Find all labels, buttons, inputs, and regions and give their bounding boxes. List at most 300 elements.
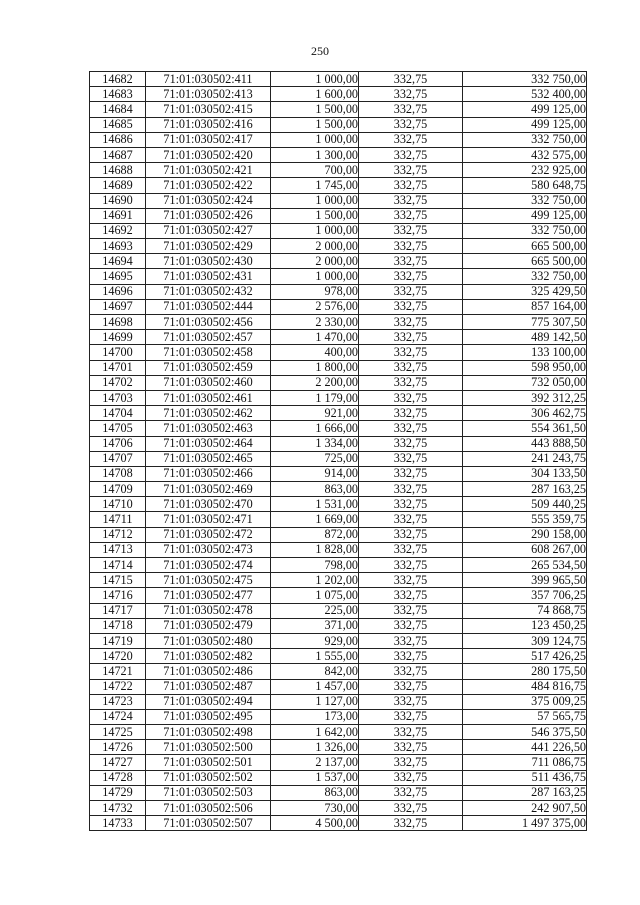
cadastral-number-cell: 71:01:030502:427 bbox=[146, 223, 271, 238]
table-row bbox=[90, 497, 587, 512]
value-cell: 608 267,00 bbox=[463, 542, 587, 557]
rate-cell: 332,75 bbox=[359, 649, 463, 664]
row-number-cell: 14700 bbox=[90, 345, 146, 360]
rate-cell: 332,75 bbox=[359, 588, 463, 603]
value-cell: 598 950,00 bbox=[463, 360, 587, 375]
value-cell: 499 125,00 bbox=[463, 102, 587, 117]
table-row bbox=[90, 542, 587, 557]
cadastral-number-cell: 71:01:030502:426 bbox=[146, 208, 271, 223]
table-row bbox=[90, 163, 587, 178]
area-cell: 1 000,00 bbox=[271, 72, 359, 87]
cadastral-number-cell: 71:01:030502:474 bbox=[146, 558, 271, 573]
table-row bbox=[90, 132, 587, 147]
value-cell: 775 307,50 bbox=[463, 315, 587, 330]
value-cell: 332 750,00 bbox=[463, 223, 587, 238]
cadastral-number-cell: 71:01:030502:411 bbox=[146, 72, 271, 87]
cadastral-number-cell: 71:01:030502:473 bbox=[146, 542, 271, 557]
table-row bbox=[90, 406, 587, 421]
rate-cell: 332,75 bbox=[359, 254, 463, 269]
table-row bbox=[90, 618, 587, 633]
value-cell: 332 750,00 bbox=[463, 72, 587, 87]
cadastral-number-cell: 71:01:030502:479 bbox=[146, 618, 271, 633]
rate-cell: 332,75 bbox=[359, 801, 463, 816]
value-cell: 133 100,00 bbox=[463, 345, 587, 360]
row-number-cell: 14721 bbox=[90, 664, 146, 679]
area-cell: 1 075,00 bbox=[271, 588, 359, 603]
rate-cell: 332,75 bbox=[359, 163, 463, 178]
table-row bbox=[90, 223, 587, 238]
row-number-cell: 14719 bbox=[90, 633, 146, 648]
table-row bbox=[90, 649, 587, 664]
cadastral-number-cell: 71:01:030502:480 bbox=[146, 633, 271, 648]
rate-cell: 332,75 bbox=[359, 755, 463, 770]
value-cell: 309 124,75 bbox=[463, 633, 587, 648]
area-cell: 2 000,00 bbox=[271, 239, 359, 254]
row-number-cell: 14682 bbox=[90, 72, 146, 87]
row-number-cell: 14691 bbox=[90, 208, 146, 223]
table-row bbox=[90, 147, 587, 162]
area-cell: 978,00 bbox=[271, 284, 359, 299]
value-cell: 511 436,75 bbox=[463, 770, 587, 785]
rate-cell: 332,75 bbox=[359, 740, 463, 755]
area-cell: 1 457,00 bbox=[271, 679, 359, 694]
cadastral-number-cell: 71:01:030502:477 bbox=[146, 588, 271, 603]
value-cell: 555 359,75 bbox=[463, 512, 587, 527]
value-cell: 232 925,00 bbox=[463, 163, 587, 178]
value-cell: 441 226,50 bbox=[463, 740, 587, 755]
row-number-cell: 14683 bbox=[90, 87, 146, 102]
rate-cell: 332,75 bbox=[359, 694, 463, 709]
cadastral-number-cell: 71:01:030502:507 bbox=[146, 816, 271, 831]
rate-cell: 332,75 bbox=[359, 345, 463, 360]
row-number-cell: 14707 bbox=[90, 451, 146, 466]
area-cell: 1 642,00 bbox=[271, 725, 359, 740]
value-cell: 306 462,75 bbox=[463, 406, 587, 421]
rate-cell: 332,75 bbox=[359, 360, 463, 375]
table-body bbox=[90, 72, 587, 831]
area-cell: 371,00 bbox=[271, 618, 359, 633]
value-cell: 532 400,00 bbox=[463, 87, 587, 102]
area-cell: 1 500,00 bbox=[271, 117, 359, 132]
cadastral-number-cell: 71:01:030502:503 bbox=[146, 785, 271, 800]
value-cell: 432 575,00 bbox=[463, 147, 587, 162]
cadastral-number-cell: 71:01:030502:478 bbox=[146, 603, 271, 618]
area-cell: 1 500,00 bbox=[271, 208, 359, 223]
value-cell: 711 086,75 bbox=[463, 755, 587, 770]
table-row bbox=[90, 375, 587, 390]
value-cell: 242 907,50 bbox=[463, 801, 587, 816]
cadastral-number-cell: 71:01:030502:456 bbox=[146, 315, 271, 330]
cadastral-number-cell: 71:01:030502:413 bbox=[146, 87, 271, 102]
value-cell: 357 706,25 bbox=[463, 588, 587, 603]
table-row bbox=[90, 315, 587, 330]
rate-cell: 332,75 bbox=[359, 633, 463, 648]
value-cell: 332 750,00 bbox=[463, 269, 587, 284]
row-number-cell: 14728 bbox=[90, 770, 146, 785]
value-cell: 57 565,75 bbox=[463, 709, 587, 724]
area-cell: 914,00 bbox=[271, 466, 359, 481]
area-cell: 2 576,00 bbox=[271, 299, 359, 314]
rate-cell: 332,75 bbox=[359, 482, 463, 497]
table-row bbox=[90, 254, 587, 269]
table-row bbox=[90, 740, 587, 755]
rate-cell: 332,75 bbox=[359, 618, 463, 633]
cadastral-number-cell: 71:01:030502:432 bbox=[146, 284, 271, 299]
row-number-cell: 14694 bbox=[90, 254, 146, 269]
value-cell: 290 158,00 bbox=[463, 527, 587, 542]
table-row bbox=[90, 482, 587, 497]
cadastral-number-cell: 71:01:030502:465 bbox=[146, 451, 271, 466]
value-cell: 580 648,75 bbox=[463, 178, 587, 193]
row-number-cell: 14702 bbox=[90, 375, 146, 390]
cadastral-number-cell: 71:01:030502:466 bbox=[146, 466, 271, 481]
rate-cell: 332,75 bbox=[359, 785, 463, 800]
table-row bbox=[90, 527, 587, 542]
row-number-cell: 14698 bbox=[90, 315, 146, 330]
rate-cell: 332,75 bbox=[359, 664, 463, 679]
area-cell: 2 000,00 bbox=[271, 254, 359, 269]
rate-cell: 332,75 bbox=[359, 147, 463, 162]
page-number: 250 bbox=[311, 44, 329, 58]
value-cell: 280 175,50 bbox=[463, 664, 587, 679]
row-number-cell: 14733 bbox=[90, 816, 146, 831]
row-number-cell: 14712 bbox=[90, 527, 146, 542]
row-number-cell: 14716 bbox=[90, 588, 146, 603]
area-cell: 1 537,00 bbox=[271, 770, 359, 785]
row-number-cell: 14685 bbox=[90, 117, 146, 132]
rate-cell: 332,75 bbox=[359, 315, 463, 330]
cadastral-number-cell: 71:01:030502:444 bbox=[146, 299, 271, 314]
value-cell: 443 888,50 bbox=[463, 436, 587, 451]
cadastral-number-cell: 71:01:030502:487 bbox=[146, 679, 271, 694]
rate-cell: 332,75 bbox=[359, 284, 463, 299]
rate-cell: 332,75 bbox=[359, 770, 463, 785]
cadastral-number-cell: 71:01:030502:494 bbox=[146, 694, 271, 709]
cadastral-number-cell: 71:01:030502:459 bbox=[146, 360, 271, 375]
table-row bbox=[90, 299, 587, 314]
value-cell: 1 497 375,00 bbox=[463, 816, 587, 831]
area-cell: 1 669,00 bbox=[271, 512, 359, 527]
table-row bbox=[90, 102, 587, 117]
row-number-cell: 14687 bbox=[90, 147, 146, 162]
area-cell: 700,00 bbox=[271, 163, 359, 178]
table-row bbox=[90, 360, 587, 375]
rate-cell: 332,75 bbox=[359, 208, 463, 223]
value-cell: 499 125,00 bbox=[463, 117, 587, 132]
rate-cell: 332,75 bbox=[359, 269, 463, 284]
table-row bbox=[90, 87, 587, 102]
row-number-cell: 14688 bbox=[90, 163, 146, 178]
cadastral-number-cell: 71:01:030502:463 bbox=[146, 421, 271, 436]
row-number-cell: 14713 bbox=[90, 542, 146, 557]
row-number-cell: 14686 bbox=[90, 132, 146, 147]
table-row bbox=[90, 603, 587, 618]
row-number-cell: 14720 bbox=[90, 649, 146, 664]
cadastral-number-cell: 71:01:030502:501 bbox=[146, 755, 271, 770]
rate-cell: 332,75 bbox=[359, 239, 463, 254]
row-number-cell: 14706 bbox=[90, 436, 146, 451]
cadastral-number-cell: 71:01:030502:460 bbox=[146, 375, 271, 390]
area-cell: 4 500,00 bbox=[271, 816, 359, 831]
table-row bbox=[90, 178, 587, 193]
cadastral-number-cell: 71:01:030502:470 bbox=[146, 497, 271, 512]
area-cell: 1 531,00 bbox=[271, 497, 359, 512]
cadastral-number-cell: 71:01:030502:424 bbox=[146, 193, 271, 208]
area-cell: 863,00 bbox=[271, 482, 359, 497]
table-row bbox=[90, 208, 587, 223]
area-cell: 2 330,00 bbox=[271, 315, 359, 330]
row-number-cell: 14690 bbox=[90, 193, 146, 208]
row-number-cell: 14724 bbox=[90, 709, 146, 724]
cadastral-number-cell: 71:01:030502:422 bbox=[146, 178, 271, 193]
table-row bbox=[90, 694, 587, 709]
row-number-cell: 14704 bbox=[90, 406, 146, 421]
cadastral-number-cell: 71:01:030502:457 bbox=[146, 330, 271, 345]
rate-cell: 332,75 bbox=[359, 512, 463, 527]
row-number-cell: 14729 bbox=[90, 785, 146, 800]
row-number-cell: 14715 bbox=[90, 573, 146, 588]
cadastral-number-cell: 71:01:030502:458 bbox=[146, 345, 271, 360]
table-row bbox=[90, 239, 587, 254]
cadastral-number-cell: 71:01:030502:462 bbox=[146, 406, 271, 421]
rate-cell: 332,75 bbox=[359, 451, 463, 466]
rate-cell: 332,75 bbox=[359, 558, 463, 573]
cadastral-number-cell: 71:01:030502:416 bbox=[146, 117, 271, 132]
row-number-cell: 14727 bbox=[90, 755, 146, 770]
rate-cell: 332,75 bbox=[359, 193, 463, 208]
area-cell: 1 300,00 bbox=[271, 147, 359, 162]
cadastral-number-cell: 71:01:030502:495 bbox=[146, 709, 271, 724]
row-number-cell: 14697 bbox=[90, 299, 146, 314]
cadastral-number-cell: 71:01:030502:471 bbox=[146, 512, 271, 527]
rate-cell: 332,75 bbox=[359, 330, 463, 345]
rate-cell: 332,75 bbox=[359, 87, 463, 102]
table-row bbox=[90, 451, 587, 466]
cadastral-number-cell: 71:01:030502:482 bbox=[146, 649, 271, 664]
table-row bbox=[90, 573, 587, 588]
table-row bbox=[90, 588, 587, 603]
row-number-cell: 14699 bbox=[90, 330, 146, 345]
rate-cell: 332,75 bbox=[359, 679, 463, 694]
cadastral-number-cell: 71:01:030502:475 bbox=[146, 573, 271, 588]
rate-cell: 332,75 bbox=[359, 816, 463, 831]
value-cell: 489 142,50 bbox=[463, 330, 587, 345]
value-cell: 399 965,50 bbox=[463, 573, 587, 588]
value-cell: 123 450,25 bbox=[463, 618, 587, 633]
table-row bbox=[90, 755, 587, 770]
rate-cell: 332,75 bbox=[359, 725, 463, 740]
table-row bbox=[90, 709, 587, 724]
area-cell: 1 470,00 bbox=[271, 330, 359, 345]
rate-cell: 332,75 bbox=[359, 178, 463, 193]
row-number-cell: 14709 bbox=[90, 482, 146, 497]
value-cell: 332 750,00 bbox=[463, 193, 587, 208]
value-cell: 665 500,00 bbox=[463, 239, 587, 254]
area-cell: 725,00 bbox=[271, 451, 359, 466]
area-cell: 1 666,00 bbox=[271, 421, 359, 436]
cadastral-number-cell: 71:01:030502:429 bbox=[146, 239, 271, 254]
cadastral-number-cell: 71:01:030502:421 bbox=[146, 163, 271, 178]
area-cell: 1 555,00 bbox=[271, 649, 359, 664]
table-row bbox=[90, 816, 587, 831]
row-number-cell: 14717 bbox=[90, 603, 146, 618]
row-number-cell: 14714 bbox=[90, 558, 146, 573]
table-row bbox=[90, 633, 587, 648]
rate-cell: 332,75 bbox=[359, 390, 463, 405]
cadastral-number-cell: 71:01:030502:486 bbox=[146, 664, 271, 679]
row-number-cell: 14684 bbox=[90, 102, 146, 117]
row-number-cell: 14693 bbox=[90, 239, 146, 254]
rate-cell: 332,75 bbox=[359, 436, 463, 451]
value-cell: 304 133,50 bbox=[463, 466, 587, 481]
table-row bbox=[90, 466, 587, 481]
area-cell: 1 179,00 bbox=[271, 390, 359, 405]
rate-cell: 332,75 bbox=[359, 375, 463, 390]
area-cell: 1 202,00 bbox=[271, 573, 359, 588]
cadastral-number-cell: 71:01:030502:469 bbox=[146, 482, 271, 497]
area-cell: 1 000,00 bbox=[271, 193, 359, 208]
table-row bbox=[90, 558, 587, 573]
area-cell: 1 000,00 bbox=[271, 223, 359, 238]
area-cell: 1 600,00 bbox=[271, 87, 359, 102]
cadastral-number-cell: 71:01:030502:420 bbox=[146, 147, 271, 162]
value-cell: 484 816,75 bbox=[463, 679, 587, 694]
value-cell: 241 243,75 bbox=[463, 451, 587, 466]
rate-cell: 332,75 bbox=[359, 299, 463, 314]
row-number-cell: 14696 bbox=[90, 284, 146, 299]
area-cell: 798,00 bbox=[271, 558, 359, 573]
area-cell: 842,00 bbox=[271, 664, 359, 679]
row-number-cell: 14732 bbox=[90, 801, 146, 816]
table-row bbox=[90, 330, 587, 345]
area-cell: 1 334,00 bbox=[271, 436, 359, 451]
rate-cell: 332,75 bbox=[359, 709, 463, 724]
area-cell: 225,00 bbox=[271, 603, 359, 618]
cadastral-number-cell: 71:01:030502:464 bbox=[146, 436, 271, 451]
cadastral-value-table bbox=[89, 71, 587, 831]
row-number-cell: 14726 bbox=[90, 740, 146, 755]
value-cell: 74 868,75 bbox=[463, 603, 587, 618]
cadastral-number-cell: 71:01:030502:415 bbox=[146, 102, 271, 117]
table-row bbox=[90, 72, 587, 87]
table-row bbox=[90, 801, 587, 816]
row-number-cell: 14695 bbox=[90, 269, 146, 284]
rate-cell: 332,75 bbox=[359, 223, 463, 238]
cadastral-number-cell: 71:01:030502:431 bbox=[146, 269, 271, 284]
table-row bbox=[90, 664, 587, 679]
area-cell: 929,00 bbox=[271, 633, 359, 648]
value-cell: 665 500,00 bbox=[463, 254, 587, 269]
area-cell: 1 127,00 bbox=[271, 694, 359, 709]
table-row bbox=[90, 345, 587, 360]
value-cell: 375 009,25 bbox=[463, 694, 587, 709]
area-cell: 1 000,00 bbox=[271, 132, 359, 147]
area-cell: 400,00 bbox=[271, 345, 359, 360]
row-number-cell: 14725 bbox=[90, 725, 146, 740]
rate-cell: 332,75 bbox=[359, 117, 463, 132]
cadastral-number-cell: 71:01:030502:502 bbox=[146, 770, 271, 785]
rate-cell: 332,75 bbox=[359, 542, 463, 557]
area-cell: 1 000,00 bbox=[271, 269, 359, 284]
table-row bbox=[90, 785, 587, 800]
cadastral-number-cell: 71:01:030502:498 bbox=[146, 725, 271, 740]
value-cell: 265 534,50 bbox=[463, 558, 587, 573]
row-number-cell: 14701 bbox=[90, 360, 146, 375]
rate-cell: 332,75 bbox=[359, 466, 463, 481]
table-row bbox=[90, 193, 587, 208]
rate-cell: 332,75 bbox=[359, 573, 463, 588]
rate-cell: 332,75 bbox=[359, 72, 463, 87]
rate-cell: 332,75 bbox=[359, 603, 463, 618]
rate-cell: 332,75 bbox=[359, 421, 463, 436]
value-cell: 332 750,00 bbox=[463, 132, 587, 147]
value-cell: 509 440,25 bbox=[463, 497, 587, 512]
value-cell: 392 312,25 bbox=[463, 390, 587, 405]
table-row bbox=[90, 421, 587, 436]
table-row bbox=[90, 679, 587, 694]
table-row bbox=[90, 512, 587, 527]
rate-cell: 332,75 bbox=[359, 102, 463, 117]
table-row bbox=[90, 770, 587, 785]
area-cell: 173,00 bbox=[271, 709, 359, 724]
row-number-cell: 14710 bbox=[90, 497, 146, 512]
value-cell: 546 375,50 bbox=[463, 725, 587, 740]
cadastral-number-cell: 71:01:030502:506 bbox=[146, 801, 271, 816]
row-number-cell: 14711 bbox=[90, 512, 146, 527]
area-cell: 872,00 bbox=[271, 527, 359, 542]
value-cell: 325 429,50 bbox=[463, 284, 587, 299]
row-number-cell: 14708 bbox=[90, 466, 146, 481]
area-cell: 1 745,00 bbox=[271, 178, 359, 193]
rate-cell: 332,75 bbox=[359, 406, 463, 421]
table-row bbox=[90, 284, 587, 299]
area-cell: 730,00 bbox=[271, 801, 359, 816]
rate-cell: 332,75 bbox=[359, 132, 463, 147]
row-number-cell: 14722 bbox=[90, 679, 146, 694]
table-row bbox=[90, 117, 587, 132]
table-row bbox=[90, 725, 587, 740]
cadastral-number-cell: 71:01:030502:500 bbox=[146, 740, 271, 755]
area-cell: 921,00 bbox=[271, 406, 359, 421]
row-number-cell: 14692 bbox=[90, 223, 146, 238]
row-number-cell: 14705 bbox=[90, 421, 146, 436]
value-cell: 732 050,00 bbox=[463, 375, 587, 390]
rate-cell: 332,75 bbox=[359, 527, 463, 542]
cadastral-number-cell: 71:01:030502:430 bbox=[146, 254, 271, 269]
value-cell: 857 164,00 bbox=[463, 299, 587, 314]
cadastral-number-cell: 71:01:030502:472 bbox=[146, 527, 271, 542]
value-cell: 499 125,00 bbox=[463, 208, 587, 223]
area-cell: 1 500,00 bbox=[271, 102, 359, 117]
area-cell: 1 828,00 bbox=[271, 542, 359, 557]
cadastral-number-cell: 71:01:030502:461 bbox=[146, 390, 271, 405]
area-cell: 2 137,00 bbox=[271, 755, 359, 770]
value-cell: 287 163,25 bbox=[463, 482, 587, 497]
cadastral-number-cell: 71:01:030502:417 bbox=[146, 132, 271, 147]
area-cell: 1 800,00 bbox=[271, 360, 359, 375]
value-cell: 517 426,25 bbox=[463, 649, 587, 664]
area-cell: 1 326,00 bbox=[271, 740, 359, 755]
table-row bbox=[90, 436, 587, 451]
row-number-cell: 14689 bbox=[90, 178, 146, 193]
table-row bbox=[90, 390, 587, 405]
row-number-cell: 14718 bbox=[90, 618, 146, 633]
area-cell: 2 200,00 bbox=[271, 375, 359, 390]
row-number-cell: 14723 bbox=[90, 694, 146, 709]
rate-cell: 332,75 bbox=[359, 497, 463, 512]
value-cell: 554 361,50 bbox=[463, 421, 587, 436]
value-cell: 287 163,25 bbox=[463, 785, 587, 800]
